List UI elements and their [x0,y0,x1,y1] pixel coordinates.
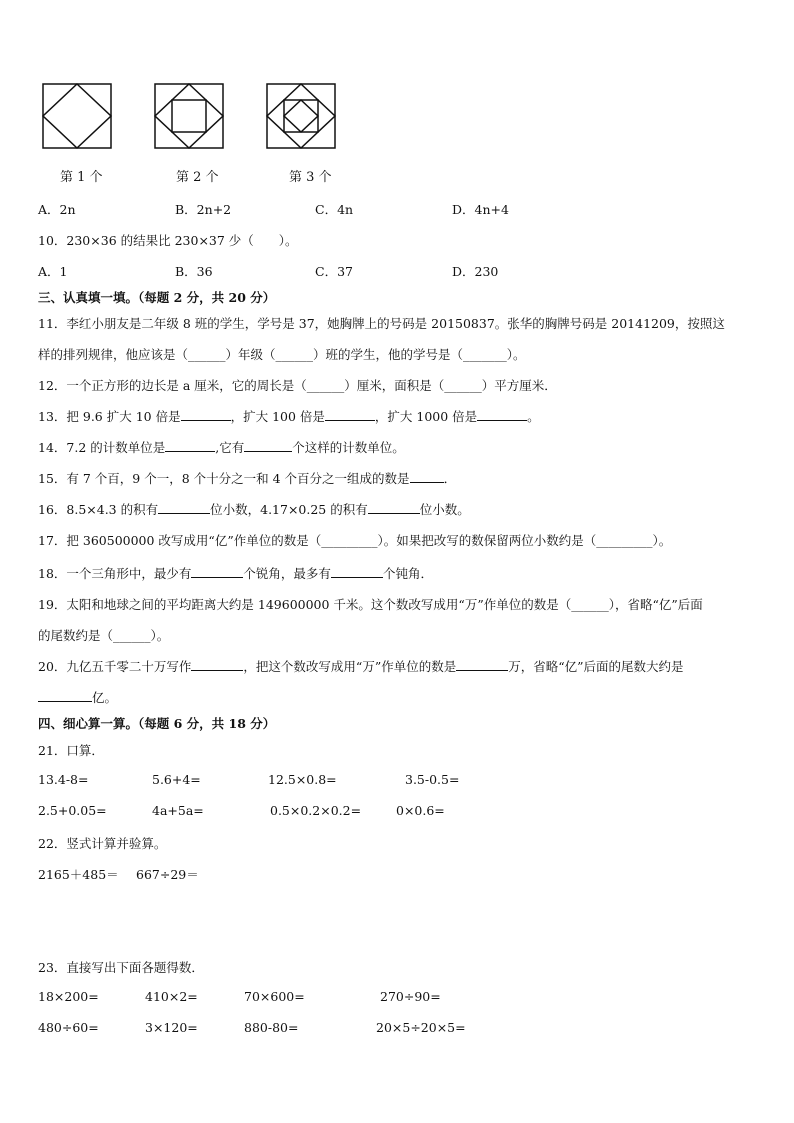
q23-item-7: 880-80= [244,1020,299,1035]
q18-part-1: 18．一个三角形中，最少有 [38,566,192,581]
q13-blank-3[interactable] [477,408,527,421]
q19-line-2: 的尾数约是（______）。 [38,628,170,643]
q18-blank-1[interactable] [191,565,243,578]
q23-item-8: 20×5÷20×5= [376,1020,466,1035]
figure-caption-3: 第 3 个 [289,170,332,185]
q14-blank-1[interactable] [165,439,215,452]
q9-option-c[interactable]: C．4n [315,202,354,217]
q16-blank-2[interactable] [368,501,420,514]
q22-item-1: 2165＋485＝ [38,867,119,882]
q20-part-4: 亿。 [92,690,118,705]
q23-item-3: 70×600= [244,989,305,1004]
q21-title: 21．口算． [38,743,104,758]
q14 [38,438,405,456]
q21-item-5: 2.5+0.05= [38,803,107,818]
q9-option-d[interactable]: D．4n+4 [452,202,509,217]
q23-item-4: 270÷90= [380,989,441,1004]
q18-part-2: 个锐角，最多有 [243,566,331,581]
q18 [38,564,433,582]
q15-part-2: ． [443,471,457,486]
q15-blank-1[interactable] [410,470,444,483]
q14-part-1: 14．7.2 的计数单位是 [38,440,166,455]
pattern-figure-3 [266,83,336,149]
q15 [38,469,456,487]
q10-option-a[interactable]: A．1 [38,264,68,279]
q23-item-2: 410×2= [145,989,198,1004]
q21-item-6: 4a+5a= [152,803,204,818]
section-4-title: 四、细心算一算。（每题 6 分，共 18 分） [38,716,276,731]
q12-text: 12．一个正方形的边长是 a 厘米，它的周长是（______）厘米，面积是（______）平方厘米． [38,378,557,393]
q13 [38,407,540,425]
q20-line-1 [38,657,684,675]
pattern-figure-1 [42,83,112,149]
q20-blank-3[interactable] [38,689,92,702]
q11-line-1: 11．李红小朋友是二年级 8 班的学生，学号是 37，她胸牌上的号码是 20150837。张华的胸牌号码是 20141209，按照这 [38,316,725,331]
q21-item-7: 0.5×0.2×0.2= [270,803,362,818]
q20-part-3: 万，省略“亿”后面的尾数大约是 [508,659,684,674]
q16-part-3: 位小数。 [419,502,470,517]
q16 [38,500,470,518]
q9-option-b[interactable]: B．2n+2 [175,202,232,217]
q11-line-2: 样的排列规律，他应该是（______）年级（______）班的学生，他的学号是（_______）。 [38,347,526,362]
q14-part-2: ,它有 [215,440,245,455]
q17-text: 17．把 360500000 改写成用“亿”作单位的数是（_________）。如果把改写的数保留两位小数约是（_________）。 [38,533,672,548]
q18-part-3: 个钝角． [382,566,433,581]
q22-item-2: 667÷29＝ [136,867,199,882]
q20-part-2: ，把这个数改写成用“万”作单位的数是 [243,659,457,674]
q23-title: 23．直接写出下面各题得数． [38,960,204,975]
q16-part-2: 位小数，4.17×0.25 的积有 [210,502,368,517]
q13-blank-1[interactable] [181,408,231,421]
q23-item-6: 3×120= [145,1020,198,1035]
q15-part-1: 15．有 7 个百，9 个一，8 个十分之一和 4 个百分之一组成的数是 [38,471,410,486]
q21-item-2: 5.6+4= [152,772,201,787]
q16-blank-1[interactable] [158,501,210,514]
q10-option-d[interactable]: D．230 [452,264,499,279]
q10-option-b[interactable]: B．36 [175,264,213,279]
q14-part-3: 个这样的计数单位。 [292,440,405,455]
q13-part-4: 。 [527,409,540,424]
q21-item-4: 3.5-0.5= [405,772,460,787]
q21-item-8: 0×0.6= [396,803,445,818]
q16-part-1: 16．8.5×4.3 的积有 [38,502,159,517]
q20-line-2 [38,688,117,706]
figure-caption-1: 第 1 个 [60,170,103,185]
section-3-title: 三、认真填一填。（每题 2 分，共 20 分） [38,290,276,305]
q10-option-c[interactable]: C．37 [315,264,353,279]
q21-item-1: 13.4-8= [38,772,89,787]
q21-item-3: 12.5×0.8= [268,772,337,787]
q9-option-a[interactable]: A．2n [38,202,76,217]
q13-part-1: 13．把 9.6 扩大 10 倍是 [38,409,181,424]
q23-item-5: 480÷60= [38,1020,99,1035]
q20-part-1: 20．九亿五千零二十万写作 [38,659,192,674]
q20-blank-2[interactable] [456,658,508,671]
q23-item-1: 18×200= [38,989,99,1004]
q13-part-2: ，扩大 100 倍是 [230,409,325,424]
q22-title: 22．竖式计算并验算。 [38,836,167,851]
q10-stem: 10．230×36 的结果比 230×37 少（ ）。 [38,233,298,248]
q14-blank-2[interactable] [244,439,292,452]
q13-blank-2[interactable] [325,408,375,421]
q19-line-1: 19．太阳和地球之间的平均距离大约是 149600000 千米。这个数改写成用“万”作单位的数是（______），省略“亿”后面 [38,597,703,612]
figure-caption-2: 第 2 个 [176,170,219,185]
q13-part-3: ，扩大 1000 倍是 [374,409,478,424]
q20-blank-1[interactable] [191,658,243,671]
q18-blank-2[interactable] [331,565,383,578]
pattern-figure-2 [154,83,224,149]
